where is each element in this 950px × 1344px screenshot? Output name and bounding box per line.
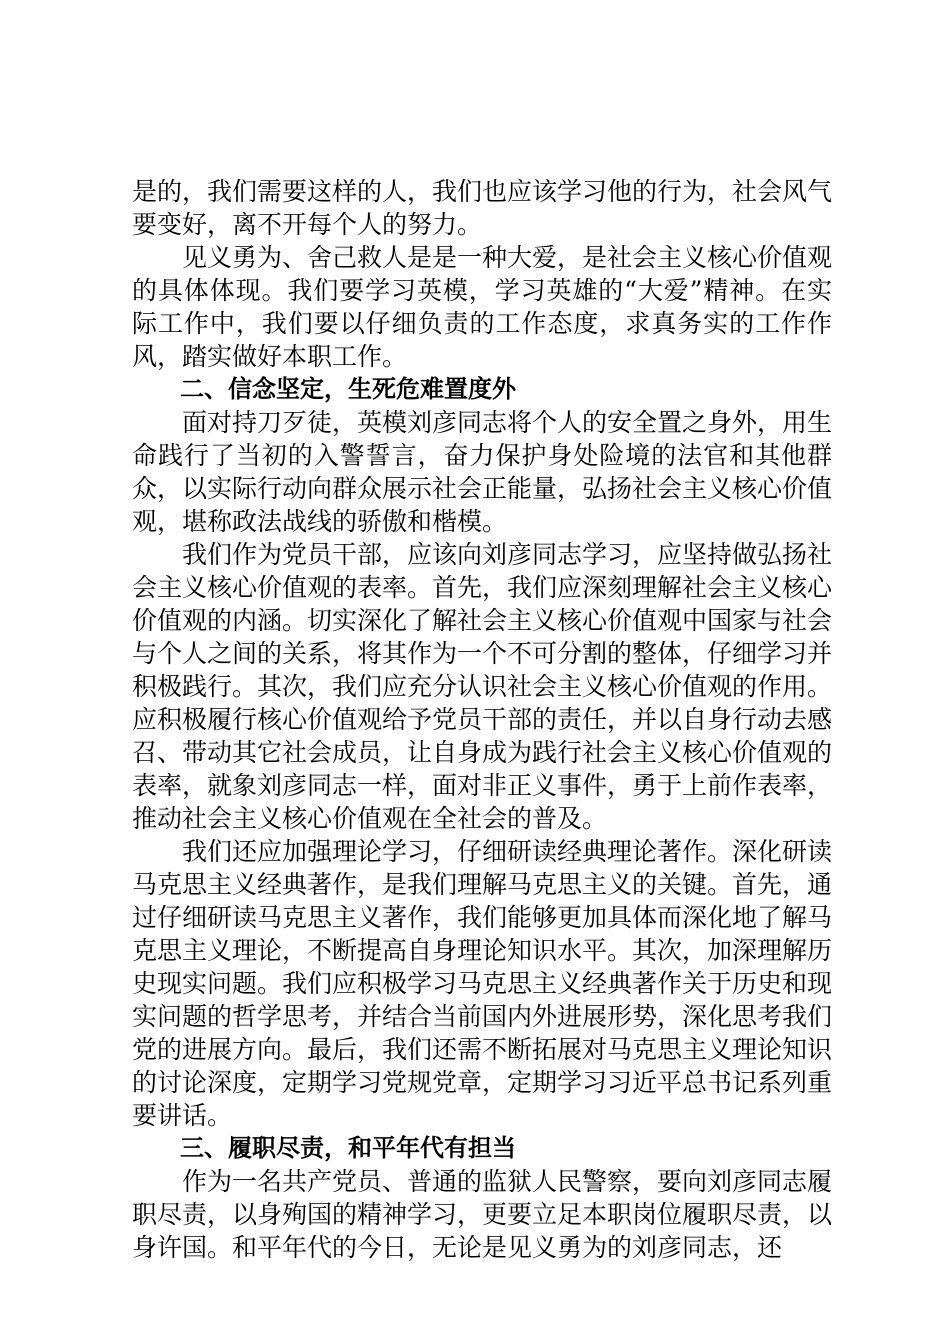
document-body xyxy=(132,175,832,1264)
paragraph: 是的，我们需要这样的人，我们也应该学习他的行为，社会风气要变好，离不开每个人的努力。 xyxy=(132,177,833,239)
paragraph: 作为一名共产党员、普通的监狱人民警察，要向刘彦同志履职尽责，以身殉国的精神学习，更要立足本职岗位履职尽责，以身许国。和平年代的今日，无论是见义勇为的刘彦同志，还 xyxy=(132,1167,833,1262)
paragraph: 我们作为党员干部，应该向刘彦同志学习，应坚持做弘扬社会主义核心价值观的表率。首先，我们应深刻理解社会主义核心价值观的内涵。切实深化了解社会主义核心价值观中国家与社会与个人之间的关系，将其作为一个不可分割的整体，仔细学习并积极践行。其次，我们应充分认识社会主义核心价值观的作用。应积极履行核心价值观给予党员干部的责任，并以自身行动去感召、带动其它社会成员，让自身成为践行社会主义核心价值观的表率，就象刘彦同志一样，面对非正义事件，勇于上前作表率，推动社会主义核心价值观在全社会的普及。 xyxy=(132,540,833,833)
paragraph: 面对持刀歹徒，英模刘彦同志将个人的安全置之身外，用生命践行了当初的入警誓言，奋力保护身处险境的法官和其他群众，以实际行动向群众展示社会正能量，弘扬社会主义核心价值观，堪称政法战线的骄傲和楷模。 xyxy=(132,408,833,536)
paragraph: 见义勇为、舍己救人是是一种大爱，是社会主义核心价值观的具体体现。我们要学习英模，学习英雄的“大爱”精神。在实际工作中，我们要以仔细负责的工作态度，求真务实的工作作风，踏实做好本职工作。 xyxy=(132,243,833,371)
section-heading: 二、信念坚定，生死危难置度外 xyxy=(180,375,516,403)
paragraph: 我们还应加强理论学习，仔细研读经典理论著作。深化研读马克思主义经典著作，是我们理解马克思主义的关键。首先，通过仔细研读马克思主义著作，我们能够更加具体而深化地了解马克思主义理论，不断提高自身理论知识水平。其次，加深理解历史现实问题。我们应积极学习马克思主义经典著作关于历史和现实问题的哲学思考，并结合当前国内外进展形势，深化思考我们党的进展方向。最后，我们还需不断拓展对马克思主义理论知识的讨论深度，定期学习党规党章，定期学习习近平总书记系列重要讲话。 xyxy=(132,837,833,1130)
section-heading: 三、履职尽责，和平年代有担当 xyxy=(180,1134,516,1162)
